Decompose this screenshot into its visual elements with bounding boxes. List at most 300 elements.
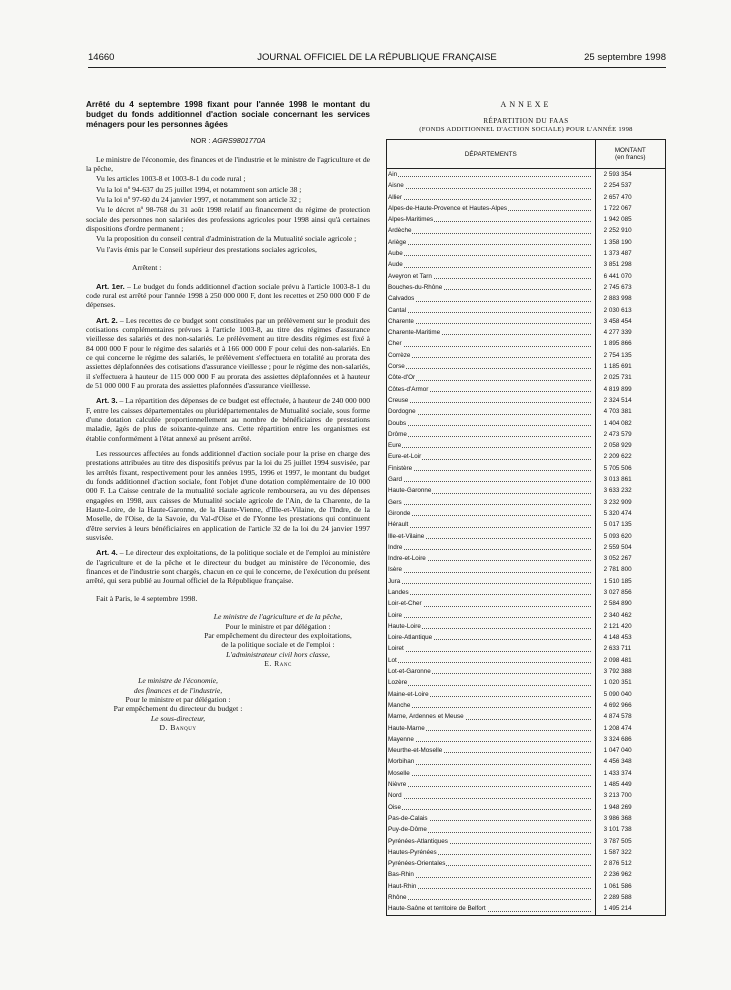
article-2-text: – Les recettes de ce budget sont constituées par un prélèvement sur le produit des cotisations complémentaires prévues à l'article 1003-8, au titre des régimes d'assurance vieillesse des salariés et des non-salariés. Le prélèvement au titre desdits régimes est fixé à 84 000 000 F pour le régime des salariés et à 166 000 000 F pour celui des non-salariés. En ce qui concerne le régime des salariés, le prélèvement s'effectuera en totalité au prorata des assiettes déplafonnées des cotisations d'assurance vieillesse ; pour le régime des non-salariés, il s'effectuera à hauteur de 115 000 000 F au prorata des assiettes déplafonnées et à hauteur de 51 000 000 F au prorata des assiettes plafonnées d'assurance vieillesse.	[86, 315, 370, 390]
table-row	[387, 192, 666, 203]
dot-leader	[389, 775, 591, 776]
montant-value: 1 485 449	[595, 779, 665, 790]
montant-value: 3 633 232	[595, 485, 665, 496]
departement-name: Nièvre	[388, 781, 407, 789]
table-row	[387, 756, 666, 767]
table-body	[387, 169, 666, 916]
departement-name: Gard	[388, 476, 402, 484]
table-row	[387, 429, 666, 440]
departement-name: Loire	[388, 611, 403, 619]
departement-cell	[387, 519, 596, 530]
table-row	[387, 813, 666, 824]
departement-name: Eure	[388, 442, 402, 450]
departement-name: Ariège	[388, 238, 407, 246]
montant-value: 2 289 588	[595, 892, 665, 903]
departement-name: Mayenne	[388, 735, 414, 743]
departement-name: Côtes-d'Armor	[388, 385, 429, 393]
header-rule	[88, 67, 666, 68]
signature-2-function: Le sous-directeur,	[150, 713, 206, 723]
signature-2-empechement: Par empêchement du directeur du budget :	[113, 704, 243, 714]
journal-title: JOURNAL OFFICIEL DE LA RÉPUBLIQUE FRANÇAISE	[257, 52, 497, 63]
departement-cell	[387, 508, 596, 519]
montant-value: 2 473 579	[595, 429, 665, 440]
montant-value: 1 948 269	[595, 802, 665, 813]
montant-label: MONTANT	[614, 146, 646, 154]
montant-unit: (en francs)	[615, 154, 646, 161]
departement-name: Landes	[388, 588, 409, 596]
table-row	[387, 248, 666, 259]
dot-leader	[389, 741, 591, 742]
montant-value: 2 876 512	[595, 858, 665, 869]
departement-cell	[387, 440, 596, 451]
article-4-text: – Le directeur des exploitations, de la politique sociale et de l'emploi au ministère de l'agriculture et de la pêche et le directeur du budget au ministère de l'économie, des finances et de l'industrie sont chargés, chacun en ce qui le concerne, de l'exécution du présent arrêté, qui sera publié au Journal officiel de la République française.	[86, 548, 370, 586]
montant-value: 1 510 185	[595, 576, 665, 587]
table-row	[387, 361, 666, 372]
annexe-subtitle-detail: (FONDS ADDITIONNEL D'ACTION SOCIALE) POUR L'ANNÉE 1998	[419, 126, 633, 133]
departement-cell	[387, 745, 596, 756]
montant-value: 2 754 135	[595, 350, 665, 361]
table-row	[387, 892, 666, 903]
departement-cell	[387, 824, 596, 835]
departement-name: Dordogne	[388, 408, 416, 416]
dot-leader	[389, 786, 591, 787]
table-row	[387, 440, 666, 451]
departement-name: Haute-Loire	[388, 622, 421, 630]
signature-1-delegation: Pour le ministre et par délégation :	[225, 621, 331, 631]
montant-value: 3 027 856	[595, 587, 665, 598]
departement-cell	[387, 214, 596, 225]
table-row	[387, 237, 666, 248]
departement-name: Jura	[388, 577, 401, 585]
montant-value: 1 433 374	[595, 768, 665, 779]
signature-1-politique-sociale: de la politique sociale et de l'emploi :	[221, 640, 335, 650]
departement-name: Meurthe-et-Moselle	[388, 747, 443, 755]
departement-cell	[387, 384, 596, 395]
article-3-text: – La répartition des dépenses de ce budget est effectuée, à hauteur de 240 000 000 F, entre les caisses départementales ou pluridépartementales de Mutualité sociale, sous forme d'une dotation calculée proportionnellement au nombre de bénéficiaires de prestations maladie, âgés de plus de soixante-quinze ans. Cette répartition entre les organismes est établie conformément à l'état annexé au présent arrêté.	[86, 396, 370, 443]
table-row	[387, 463, 666, 474]
table-row	[387, 214, 666, 225]
dot-leader	[389, 899, 591, 900]
montant-value: 5 093 620	[595, 531, 665, 542]
departement-name: Bouches-du-Rhône	[388, 283, 443, 291]
montant-value: 2 252 910	[595, 225, 665, 236]
dot-leader	[389, 527, 591, 528]
montant-value: 1 495 214	[595, 903, 665, 915]
dot-leader	[389, 617, 591, 618]
dot-leader	[389, 425, 591, 426]
montant-value: 3 213 700	[595, 790, 665, 801]
dot-leader	[389, 357, 591, 358]
departement-cell	[387, 350, 596, 361]
column-header-departements: DÉPARTEMENTS	[387, 140, 596, 169]
visa-decret-1998: Vu le décret nº 98-768 du 31 août 1998 relatif au financement du régime de protection sociale des personnes non salariées des professions agricoles pour 1998 ainsi qu'à certaines dispositions d'ordre permanent ;	[86, 205, 370, 234]
departement-name: Indre	[388, 543, 403, 551]
departement-name: Cher	[388, 340, 402, 348]
departement-cell	[387, 248, 596, 259]
departement-name: Maine-et-Loire	[388, 690, 429, 698]
montant-value: 1 722 067	[595, 203, 665, 214]
montant-value: 2 781 800	[595, 564, 665, 575]
visa-avis: Vu l'avis émis par le Conseil supérieur des prestations sociales agricoles,	[96, 244, 317, 254]
montant-value: 1 020 351	[595, 677, 665, 688]
montant-value: 5 090 040	[595, 689, 665, 700]
departement-name: Haut-Rhin	[388, 882, 417, 890]
departement-cell	[387, 598, 596, 609]
montant-value: 2 340 462	[595, 610, 665, 621]
table-row	[387, 338, 666, 349]
departement-name: Morbihan	[388, 758, 415, 766]
table-row	[387, 542, 666, 553]
signature-2-delegation: Pour le ministre et par délégation :	[125, 694, 231, 704]
article-2	[86, 316, 370, 391]
table-row	[387, 418, 666, 429]
departement-cell	[387, 903, 596, 915]
departement-cell	[387, 327, 596, 338]
table-row	[387, 689, 666, 700]
montant-value: 1 208 474	[595, 723, 665, 734]
table-row	[387, 700, 666, 711]
table-row	[387, 474, 666, 485]
dot-leader	[389, 436, 591, 437]
departement-cell	[387, 474, 596, 485]
departement-name: Drôme	[388, 430, 407, 438]
montant-value: 3 052 267	[595, 553, 665, 564]
departement-cell	[387, 768, 596, 779]
dot-leader	[389, 470, 591, 471]
departement-name: Eure-et-Loir	[388, 453, 422, 461]
table-row	[387, 316, 666, 327]
departement-name: Gers	[388, 498, 402, 506]
departement-cell	[387, 700, 596, 711]
departement-name: Marne, Ardennes et Meuse	[388, 713, 464, 721]
montant-value: 2 745 673	[595, 282, 665, 293]
visa-loi-1997: Vu la loi nº 97-60 du 24 janvier 1997, et notamment son article 32 ;	[96, 195, 301, 205]
table-row	[387, 384, 666, 395]
montant-value: 3 232 909	[595, 497, 665, 508]
montant-value: 1 373 487	[595, 248, 665, 259]
departement-cell	[387, 429, 596, 440]
departement-name: Puy-de-Dôme	[388, 826, 427, 834]
dot-leader	[389, 549, 591, 550]
article-3-paragraph-2-text: Les ressources affectées au fonds additionnel d'action sociale pour la prise en charge des prestations attribuées au titre des dispositifs prévus par la loi du 25 juillet 1994 susvisée, par les arrêtés fixant, respectivement pour les années 1995, 1996 et 1997, le montant du budget du fonds additionnel d'action sociale, font l'objet d'une dotation complémentaire de 10 000 000 F. La Caisse centrale de la mutualité sociale agricole remboursera, au vu des dépenses engagées en 1998, aux caisses de Mutualité sociale agricole de l'Ain, de la Charente, de la Haute-Loire, de la Haute-Garonne, de la Haute-Vienne, d'Ille-et-Vilaine, de l'Indre, de la Moselle, de l'Oise, de la Savoie, du Val-d'Oise et de l'Yonne les prestations qui continuent d'être servies à leurs bénéficiaires en application de l'article 32 de la loi du 24 janvier 1997 susvisée.	[86, 449, 370, 543]
signature-1-name: E. Ranc	[264, 658, 292, 668]
issue-date: 25 septembre 1998	[584, 52, 666, 63]
table-row	[387, 881, 666, 892]
montant-value: 4 703 381	[595, 406, 665, 417]
table-row	[387, 779, 666, 790]
departement-cell	[387, 756, 596, 767]
table-row	[387, 451, 666, 462]
departement-name: Ain	[388, 171, 398, 178]
annexe-subtitle: RÉPARTITION DU FAAS	[483, 117, 569, 125]
montant-value: 2 209 622	[595, 451, 665, 462]
montant-value: 2 236 962	[595, 869, 665, 880]
departement-name: Isère	[388, 566, 402, 574]
dot-leader	[389, 888, 591, 889]
departement-cell	[387, 564, 596, 575]
departement-name: Loire-Atlantique	[388, 634, 433, 642]
annexe-column	[386, 100, 666, 916]
montant-value: 2 025 731	[595, 372, 665, 383]
table-row	[387, 598, 666, 609]
table-row	[387, 203, 666, 214]
departement-name: Haute-Garonne	[388, 487, 432, 495]
departement-cell	[387, 621, 596, 632]
departement-name: Aveyron et Tarn	[388, 272, 432, 280]
dot-leader	[389, 312, 591, 313]
departement-name: Haute-Saône et territoire de Belfort	[388, 905, 486, 913]
departement-cell	[387, 406, 596, 417]
table-row	[387, 406, 666, 417]
montant-value: 4 874 578	[595, 711, 665, 722]
dot-leader	[389, 809, 591, 810]
departement-name: Oise	[388, 803, 401, 811]
dot-leader	[389, 447, 591, 448]
dot-leader	[389, 199, 591, 200]
departement-cell	[387, 677, 596, 688]
departement-cell	[387, 259, 596, 270]
departement-cell	[387, 790, 596, 801]
departement-cell	[387, 192, 596, 203]
table-row	[387, 824, 666, 835]
departement-cell	[387, 225, 596, 236]
dot-leader	[389, 583, 591, 584]
dot-leader	[389, 651, 591, 652]
departement-cell	[387, 418, 596, 429]
table-row	[387, 711, 666, 722]
dot-leader	[389, 515, 591, 516]
column-header-montant	[595, 140, 665, 169]
departement-cell	[387, 711, 596, 722]
departement-cell	[387, 542, 596, 553]
departement-cell	[387, 881, 596, 892]
page-number: 14660	[88, 52, 115, 63]
departement-cell	[387, 338, 596, 349]
departement-name: Lot-et-Garonne	[388, 668, 431, 676]
visa-proposition: Vu la proposition du conseil central d'administration de la Mutualité sociale agricole ;	[96, 234, 357, 244]
dot-leader	[389, 233, 591, 234]
departement-name: Manche	[388, 701, 411, 709]
table-row	[387, 553, 666, 564]
table-row	[387, 282, 666, 293]
table-row	[387, 903, 666, 915]
departement-cell	[387, 689, 596, 700]
table-row	[387, 180, 666, 191]
departement-cell	[387, 655, 596, 666]
montant-value: 2 254 537	[595, 180, 665, 191]
departement-name: Gironde	[388, 509, 411, 517]
departement-cell	[387, 316, 596, 327]
departement-cell	[387, 497, 596, 508]
dot-leader	[389, 267, 591, 268]
table-row	[387, 305, 666, 316]
departement-name: Hérault	[388, 521, 409, 529]
table-row	[387, 677, 666, 688]
table-row	[387, 858, 666, 869]
montant-value: 6 441 070	[595, 271, 665, 282]
montant-value: 5 017 135	[595, 519, 665, 530]
departement-cell	[387, 643, 596, 654]
montant-value: 3 792 388	[595, 666, 665, 677]
dot-leader	[389, 323, 591, 324]
montant-value: 1 895 866	[595, 338, 665, 349]
departement-name: Alpes-de-Haute-Provence et Hautes-Alpes	[388, 204, 508, 212]
table-row	[387, 497, 666, 508]
table-row	[387, 576, 666, 587]
departement-name: Finistère	[388, 464, 413, 472]
signing-place-date: Fait à Paris, le 4 septembre 1998.	[96, 593, 198, 603]
montant-value: 3 986 368	[595, 813, 665, 824]
departement-name: Moselle	[388, 769, 410, 777]
montant-value: 2 633 711	[595, 643, 665, 654]
dot-leader	[389, 188, 591, 189]
departement-name: Allier	[388, 193, 402, 201]
table-row	[387, 768, 666, 779]
montant-value: 4 456 348	[595, 756, 665, 767]
table-row	[387, 723, 666, 734]
montant-value: 3 324 686	[595, 734, 665, 745]
table-row	[387, 564, 666, 575]
departement-cell	[387, 813, 596, 824]
departement-cell	[387, 372, 596, 383]
arrete-title: Arrêté du 4 septembre 1998 fixant pour l'année 1998 le montant du budget du fonds additionnel d'action sociale concernant les services ménagers pour les personnes âgées	[86, 100, 370, 129]
table-row	[387, 847, 666, 858]
dot-leader	[389, 380, 591, 381]
departement-cell	[387, 305, 596, 316]
table-row	[387, 836, 666, 847]
dot-leader	[389, 877, 591, 878]
departement-cell	[387, 180, 596, 191]
table-row	[387, 621, 666, 632]
article-3-paragraph-2	[86, 449, 370, 542]
departement-cell	[387, 587, 596, 598]
montant-value: 2 883 998	[595, 293, 665, 304]
signature-1-function: L'administrateur civil hors classe,	[226, 649, 330, 659]
table-row	[387, 790, 666, 801]
departement-name: Ardèche	[388, 227, 412, 235]
dot-leader	[389, 176, 591, 177]
departement-name: Charente-Maritime	[388, 329, 441, 337]
signature-2-minister-line-2: des finances et de l'industrie,	[133, 685, 223, 695]
departement-name: Loiret	[388, 645, 404, 653]
departement-cell	[387, 361, 596, 372]
dot-leader	[389, 368, 591, 369]
departement-name: Pas-de-Calais	[388, 814, 428, 822]
departement-cell	[387, 723, 596, 734]
table-row	[387, 666, 666, 677]
dot-leader	[389, 346, 591, 347]
departement-name: Nord	[388, 792, 402, 800]
article-1	[86, 282, 370, 310]
article-3	[86, 396, 370, 443]
signature-1-empechement: Par empêchement du directeur des exploitations,	[204, 630, 352, 640]
dot-leader	[389, 707, 591, 708]
montant-value: 1 047 040	[595, 745, 665, 756]
departement-name: Lozère	[388, 679, 408, 687]
montant-value: 3 851 298	[595, 259, 665, 270]
table-row	[387, 531, 666, 542]
departement-cell	[387, 858, 596, 869]
departement-name: Creuse	[388, 396, 409, 404]
departement-name: Corse	[388, 363, 405, 371]
departement-cell	[387, 531, 596, 542]
montant-value: 4 148 453	[595, 632, 665, 643]
departement-name: Alpes-Maritimes	[388, 216, 434, 224]
montant-value: 2 121 420	[595, 621, 665, 632]
article-1-text: – Le budget du fonds additionnel d'action sociale prévu à l'article 1003-8-1 du code rural est arrêté pour l'année 1998 à 250 000 000 F, dont les recettes et 250 000 000 F de dépenses.	[86, 281, 370, 310]
departement-cell	[387, 553, 596, 564]
departement-cell	[387, 869, 596, 880]
departement-cell	[387, 610, 596, 621]
departement-cell	[387, 237, 596, 248]
table-row	[387, 395, 666, 406]
montant-value: 3 787 505	[595, 836, 665, 847]
nor-code: AGRS9801770A	[212, 136, 266, 146]
montant-value: 3 101 738	[595, 824, 665, 835]
dot-leader	[389, 414, 591, 415]
departement-name: Corrèze	[388, 351, 411, 359]
article-2-label: Art. 2.	[96, 315, 118, 325]
signature-agriculture	[86, 612, 370, 668]
nor-reference	[86, 136, 370, 145]
departement-cell	[387, 666, 596, 677]
visa-code-rural: Vu les articles 1003-8 et 1003-8-1 du code rural ;	[96, 174, 246, 184]
montant-value: 1 061 586	[595, 881, 665, 892]
departement-name: Aude	[388, 261, 403, 269]
table-row	[387, 745, 666, 756]
departement-cell	[387, 802, 596, 813]
table-row	[387, 485, 666, 496]
departement-cell	[387, 451, 596, 462]
montant-value: 1 942 085	[595, 214, 665, 225]
dot-leader	[389, 301, 591, 302]
visa-ministers: Le ministre de l'économie, des finances et de l'industrie et le ministre de l'agriculture et de la pêche,	[86, 154, 370, 174]
montant-value: 2 098 481	[595, 655, 665, 666]
repartition-table	[386, 139, 666, 916]
departement-name: Aube	[388, 250, 403, 258]
departement-name: Calvados	[388, 295, 415, 303]
table-header-row	[387, 140, 666, 169]
montant-value: 1 358 190	[595, 237, 665, 248]
table-row	[387, 734, 666, 745]
montant-value: 2 593 354	[595, 169, 665, 181]
departement-name: Côte-d'Or	[388, 374, 416, 382]
table-row	[387, 293, 666, 304]
signature-economie	[86, 676, 370, 732]
dot-leader	[389, 255, 591, 256]
montant-value: 1 404 082	[595, 418, 665, 429]
departement-cell	[387, 779, 596, 790]
montant-value: 2 559 504	[595, 542, 665, 553]
montant-value: 2 584 890	[595, 598, 665, 609]
arretent-heading: Arrêtent :	[132, 263, 162, 273]
signature-1-minister: Le ministre de l'agriculture et de la pêche,	[213, 612, 343, 622]
departement-cell	[387, 576, 596, 587]
table-row	[387, 802, 666, 813]
annexe-title: ANNEXE	[500, 100, 552, 109]
departement-cell	[387, 734, 596, 745]
table-row	[387, 632, 666, 643]
table-row	[387, 372, 666, 383]
table-row	[387, 587, 666, 598]
table-row	[387, 869, 666, 880]
departement-cell	[387, 836, 596, 847]
departement-cell	[387, 203, 596, 214]
departement-name: Pyrénées-Orientales	[388, 860, 446, 868]
montant-value: 5 320 474	[595, 508, 665, 519]
departement-name: Aisne	[388, 182, 404, 190]
dot-leader	[389, 685, 591, 686]
